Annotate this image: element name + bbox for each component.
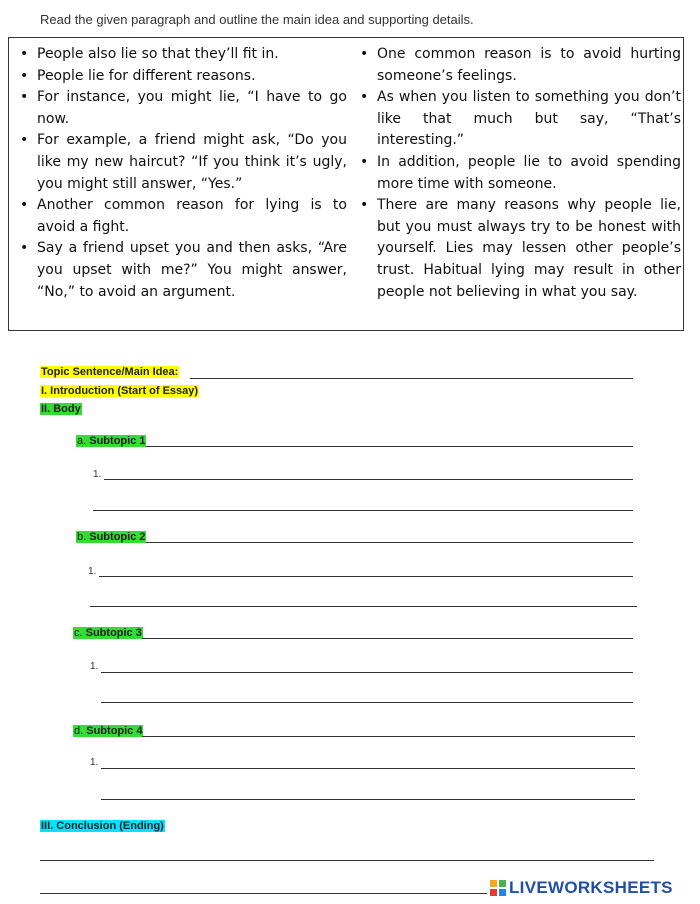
subtopic-3-detail-line[interactable]: [101, 672, 633, 673]
subtopic-1-detail-line[interactable]: [104, 479, 633, 480]
bullet-item: • One common reason is to avoid hurting someone’s feelings.: [355, 44, 681, 87]
subtopic-2-label: [76, 531, 146, 543]
subtopic-2-answer-line[interactable]: [146, 542, 633, 543]
subtopic-letter: c.: [74, 627, 83, 639]
bullet-item: • In addition, people lie to avoid spending more time with someone.: [355, 152, 681, 195]
brand-name: LIVEWORKSHEETS: [509, 878, 673, 897]
conclusion-answer-line[interactable]: [40, 860, 654, 861]
topic-sentence-label: Topic Sentence/Main Idea:: [41, 366, 179, 378]
left-column: [15, 44, 347, 303]
instruction-text: Read the given paragraph and outline the main idea and supporting details.: [40, 12, 474, 27]
bullet-item: • For example, a friend might ask, “Do you like my new haircut? “If you think it’s ugly, you might still answer, “Yes.”: [15, 130, 347, 195]
bullet-item: • For instance, you might lie, “I have to go now.: [15, 87, 347, 130]
subtopic-letter: d.: [74, 725, 84, 737]
bullet-item: • People also lie so that they’ll fit in.: [15, 44, 347, 66]
subtopic-4-label: [73, 725, 143, 737]
subtopic-1-detail-line-2[interactable]: [93, 510, 633, 511]
subtopic-title: Subtopic 1: [89, 435, 146, 447]
introduction-label: I. Introduction (Start of Essay): [41, 385, 199, 397]
topic-answer-line[interactable]: [190, 378, 633, 379]
item-number: 1.: [90, 757, 99, 768]
subtopic-title: Subtopic 2: [89, 531, 146, 543]
paragraph-box: [8, 37, 684, 331]
bullet-item: • Another common reason for lying is to avoid a fight.: [15, 195, 347, 238]
conclusion-answer-line-2[interactable]: [40, 893, 487, 894]
bullet-item: • People lie for different reasons.: [15, 66, 347, 88]
item-number: 1.: [90, 661, 99, 672]
subtopic-title: Subtopic 3: [85, 627, 142, 639]
subtopic-letter: b.: [77, 531, 87, 543]
bullet-item: • Say a friend upset you and then asks, “Are you upset with me?” You might answer, “No,” to avoid an argument.: [15, 238, 347, 303]
liveworksheets-logo: [490, 878, 673, 898]
body-label: II. Body: [41, 403, 81, 415]
logo-squares-icon: [490, 880, 506, 896]
right-column: [355, 44, 681, 303]
subtopic-3-label: [73, 627, 143, 639]
subtopic-title: Subtopic 4: [86, 725, 143, 737]
right-bullet-list: [355, 44, 681, 303]
item-number: 1.: [88, 566, 97, 577]
subtopic-2-detail-line-2[interactable]: [90, 606, 637, 607]
bullet-item: • There are many reasons why people lie, but you must always try to be honest with yourself. Lies may lessen other people’s trust. Habitual lying may result in other people not believing in what you say.: [355, 195, 681, 303]
item-number: 1.: [93, 469, 102, 480]
bullet-item: • As when you listen to something you don’t like that much but say, “That’s interesting.”: [355, 87, 681, 152]
subtopic-4-answer-line[interactable]: [142, 736, 635, 737]
subtopic-2-detail-line[interactable]: [99, 576, 633, 577]
subtopic-4-detail-line-2[interactable]: [101, 799, 635, 800]
subtopic-3-detail-line-2[interactable]: [101, 702, 633, 703]
subtopic-1-answer-line[interactable]: [146, 446, 633, 447]
subtopic-4-detail-line[interactable]: [101, 768, 635, 769]
subtopic-letter: a.: [77, 435, 87, 447]
conclusion-label: III. Conclusion (Ending): [41, 820, 164, 832]
subtopic-3-answer-line[interactable]: [142, 638, 633, 639]
left-bullet-list: [15, 44, 347, 303]
subtopic-1-label: [76, 435, 146, 447]
